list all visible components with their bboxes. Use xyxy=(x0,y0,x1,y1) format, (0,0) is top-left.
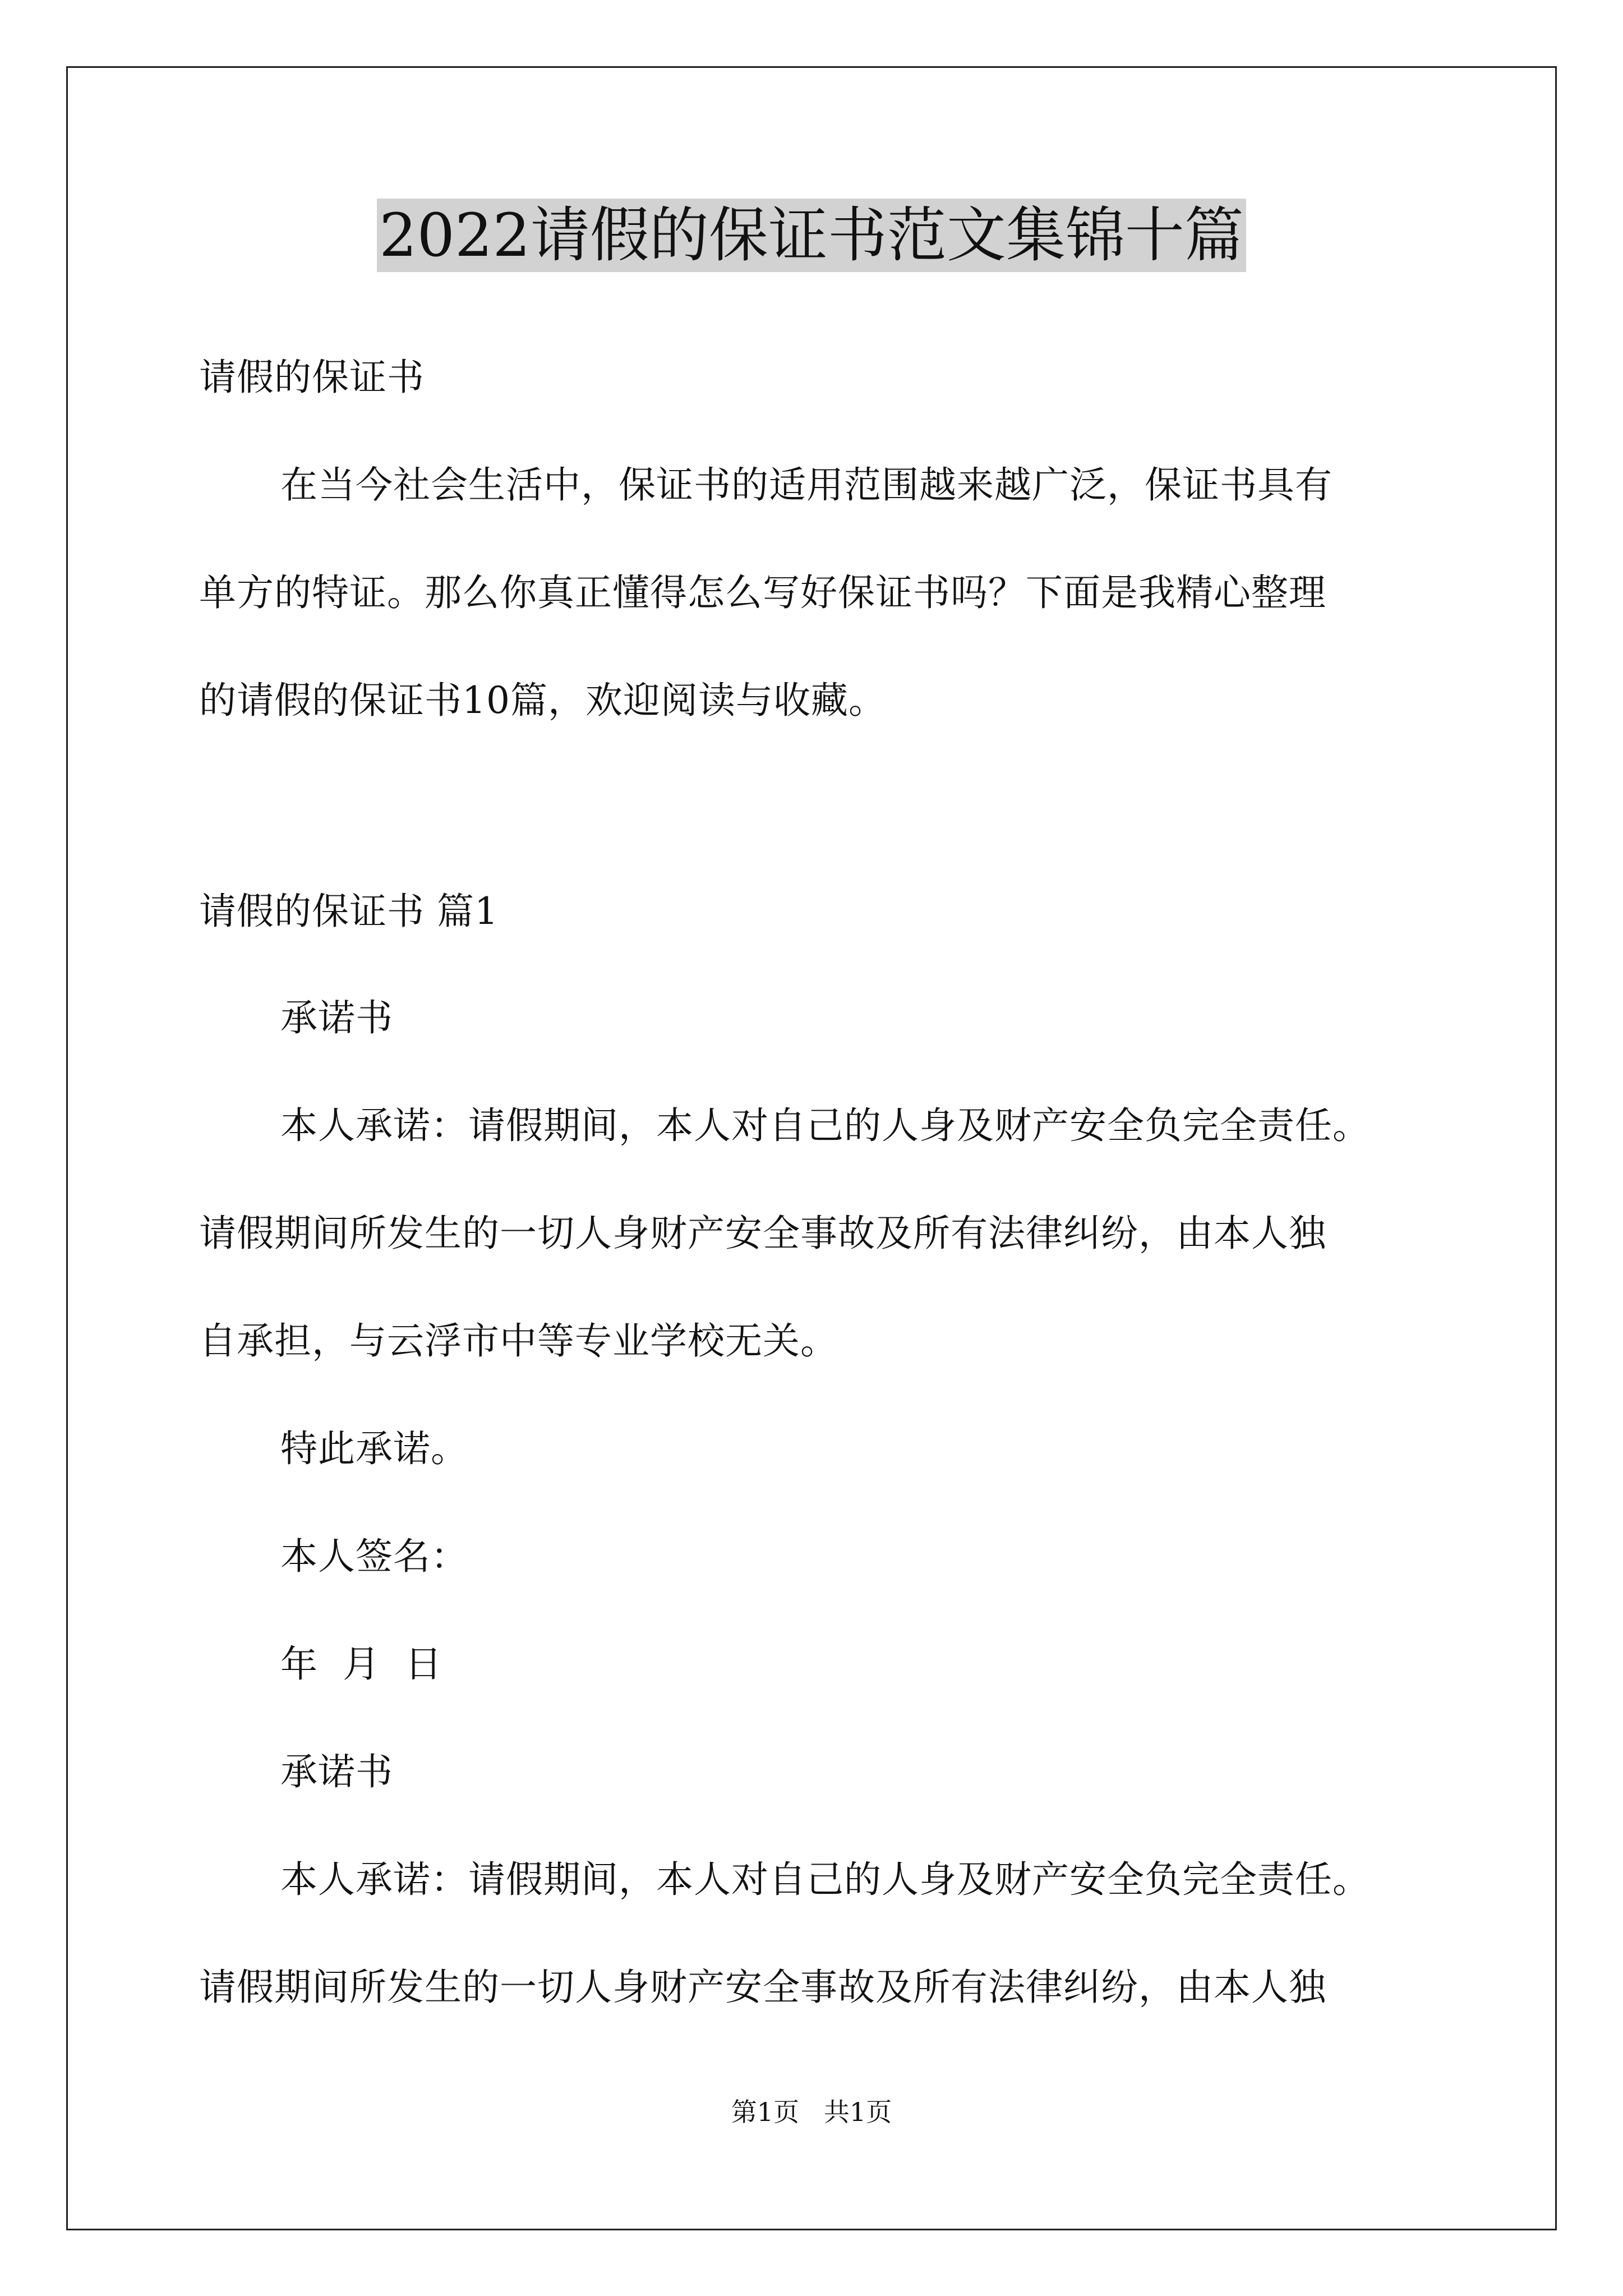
page-footer: 第1页 共1页 xyxy=(731,2097,892,2127)
section-heading-1: 请假的保证书 篇1 xyxy=(199,890,499,933)
paragraph-line: 请假期间所发生的一切人身财产安全事故及所有法律纠纷，由本人独 xyxy=(199,1966,1326,2009)
paragraph-line: 请假期间所发生的一切人身财产安全事故及所有法律纠纷，由本人独 xyxy=(199,1212,1326,1255)
paragraph-line: 年 月 日 xyxy=(280,1642,442,1686)
paragraph-line: 单方的特证。那么你真正懂得怎么写好保证书吗？下面是我精心整理 xyxy=(199,571,1326,614)
paragraph-line: 特此承诺。 xyxy=(280,1427,468,1470)
document-title xyxy=(0,196,1623,275)
paragraph-line: 承诺书 xyxy=(280,996,393,1039)
paragraph-line: 承诺书 xyxy=(280,1750,393,1793)
paragraph-line: 本人承诺：请假期间，本人对自己的人身及财产安全负完全责任。 xyxy=(280,1104,1370,1147)
paragraph-line: 本人签名： xyxy=(280,1535,468,1578)
section-heading-intro: 请假的保证书 xyxy=(199,356,425,399)
paragraph-line: 自承担，与云浮市中等专业学校无关。 xyxy=(199,1319,838,1363)
paragraph-line: 的请假的保证书10篇，欢迎阅读与收藏。 xyxy=(199,679,886,722)
paragraph-line: 本人承诺：请假期间，本人对自己的人身及财产安全负完全责任。 xyxy=(280,1858,1370,1901)
paragraph-line: 在当今社会生活中，保证书的适用范围越来越广泛，保证书具有 xyxy=(280,463,1332,507)
document-title-text: 2022请假的保证书范文集锦十篇 xyxy=(377,199,1246,272)
